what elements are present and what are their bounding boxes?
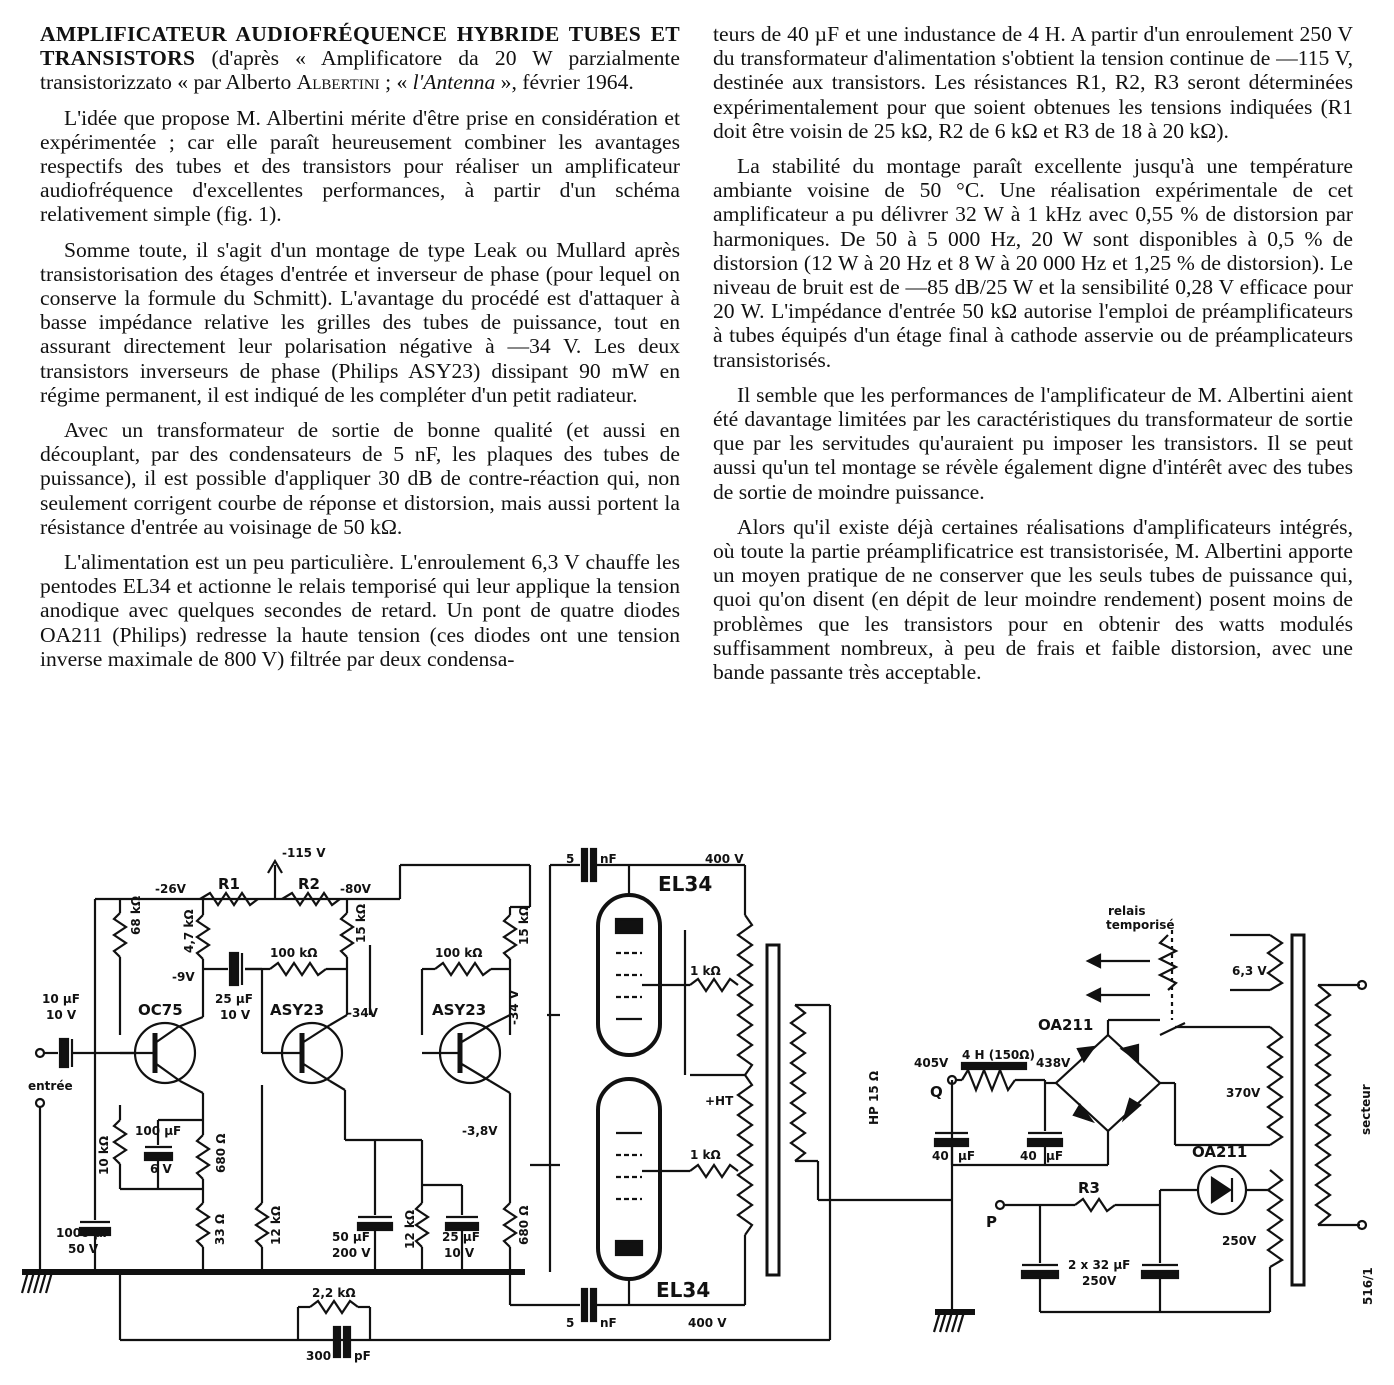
schematic-labels: [28, 846, 1375, 1363]
label-v80: -80V: [340, 882, 371, 896]
text-column-left: [40, 22, 680, 682]
label-uf-b: µF: [1046, 1149, 1064, 1163]
label-c40-b: 40: [1020, 1149, 1037, 1163]
label-q: Q: [930, 1083, 943, 1101]
label-c10uf: 10 µF: [42, 992, 80, 1006]
label-c100uf: 100 µF: [135, 1124, 182, 1138]
label-r12k-b: 12 kΩ: [403, 1209, 417, 1249]
label-400v-top: 400 V: [705, 852, 744, 866]
label-asy23-b: ASY23: [432, 1001, 487, 1019]
label-r15k-a: 15 kΩ: [354, 903, 368, 943]
label-c200v: 200 V: [332, 1246, 371, 1260]
source-author: Albertini: [296, 70, 380, 95]
label-v6-3: 6,3 V: [1232, 964, 1267, 978]
label-hp: HP 15 Ω: [867, 1070, 881, 1125]
label-c10v: 10 V: [46, 1008, 77, 1022]
label-r68k: 68 kΩ: [129, 895, 143, 935]
label-c6v: 6 V: [150, 1162, 172, 1176]
label-v250: 250V: [1222, 1234, 1257, 1248]
label-r33: 33 Ω: [213, 1213, 227, 1245]
paragraph-4-end: teurs de 40 µF et une industance de 4 H. A partir d'un enroulement 250 V du transformateur d'alimentation s'obtient la tension continue de —115 V, destinée aux transistors. Les résistances R1, R2, R3 seront déterminées expérimentalement pour que soient obtenues les tensions indiquées (R1 doit être voisin de 25 kΩ, R2 de 6 kΩ et R3 de 18 à 20 kΩ).: [713, 22, 1353, 143]
label-c250v: 250V: [1082, 1274, 1117, 1288]
source-sep: ; «: [379, 70, 413, 95]
text-column-right: [713, 22, 1353, 695]
label-r12k-a: 12 kΩ: [269, 1205, 283, 1245]
label-entree: entrée: [28, 1079, 73, 1093]
label-supply: -115 V: [282, 846, 326, 860]
label-r2: R2: [298, 875, 320, 893]
label-c50uf: 50 µF: [332, 1230, 370, 1244]
label-c1000uf: 1000 µF: [56, 1226, 111, 1240]
label-r15k-b: 15 kΩ: [517, 905, 531, 945]
label-pf: pF: [354, 1349, 371, 1363]
article-header: [40, 22, 680, 95]
label-r2k2: 2,2 kΩ: [312, 1286, 356, 1300]
label-el34-bottom: EL34: [656, 1278, 711, 1302]
label-r1k-top: 1 kΩ: [690, 964, 721, 978]
label-oa211-bottom: OA211: [1192, 1143, 1248, 1161]
source-journal: l'Antenna: [412, 70, 496, 95]
paragraph-2: Somme toute, il s'agit d'un montage de type Leak ou Mullard après transistorisation des étages d'entrée et inverseur de phase (pour lequel on conserve la formule du Schmitt). L'avantage du procédé est d'attaquer à basse impédance relative les grilles des tubes de puissance, tout en assurant directement leur polarisation négative à —34 V. Les deux transistors inverseurs de phase (Philips ASY23) dissipant 90 mW en régime permanent, il est indiqué de les compléter d'un petit radiateur.: [40, 237, 680, 407]
label-v26: -26V: [155, 882, 186, 896]
label-r10k: 10 kΩ: [97, 1135, 111, 1175]
article-title: AMPLIFICATEUR AUDIOFRÉQUENCE HYBRIDE TUBES ET TRANSISTORS: [40, 22, 680, 71]
paragraph-4-start: L'alimentation est un peu particulière. L'enroulement 6,3 V chauffe les pentodes EL34 et actionne le relais temporisé qui leur applique la tension anodique avec quelques secondes de retard. Un pont de quatre diodes OA211 (Philips) redresse la haute tension (ces diodes ont une tension inverse maximale de 800 V) filtrée par deux condensa-: [40, 550, 680, 671]
label-r1: R1: [218, 875, 240, 893]
source-intro: (d'après « Amplificatore da 20 W parzialmente transistorizzato « par Alberto: [40, 46, 680, 95]
label-relais: relais: [1108, 904, 1146, 918]
label-choke: 4 H (150Ω): [962, 1048, 1035, 1062]
paragraph-7: Alors qu'il existe déjà certaines réalisations d'amplificateurs intégrés, où toute la partie préamplificatrice est transistorisée, M. Albertini apporte un moyen pratique de ne conserver que les seuls tubes de puissance qui, quoi qu'on disent (en dépit de leur moindre rendement) posent moins de problèmes que les transistors pour en obtenir des watts modulés suffisamment nombreux, à peu de frais et faible distorsion, avec une bande passante très acceptable.: [713, 514, 1353, 685]
label-oa211-top: OA211: [1038, 1016, 1094, 1034]
label-uf-a: µF: [958, 1149, 976, 1163]
label-v34-vert: -34 V: [507, 989, 521, 1025]
label-400v-bottom: 400 V: [688, 1316, 727, 1330]
label-c25-10v: 10 V: [220, 1008, 251, 1022]
label-v370: 370V: [1226, 1086, 1261, 1100]
label-v9: -9V: [172, 970, 195, 984]
label-r680-b: 680 Ω: [517, 1205, 531, 1245]
label-c25-10v-b: 10 V: [444, 1246, 475, 1260]
paragraph-6: Il semble que les performances de l'amplificateur de M. Albertini aient été davantage limitées par les caractéristiques du transformateur de sortie que par les servitudes qu'auraient pu imposer les transistors. Il se peut aussi qu'un tel montage se révèle également digne d'intérêt avec des tubes de sortie de moindre puissance.: [713, 382, 1353, 504]
label-c25uf-b: 25 µF: [442, 1230, 480, 1244]
label-asy23-a: ASY23: [270, 1001, 325, 1019]
label-r4k7: 4,7 kΩ: [182, 909, 196, 953]
label-c5-bottom: 5: [566, 1316, 575, 1330]
source-date: », février 1964.: [495, 70, 634, 95]
label-p: P: [986, 1213, 997, 1231]
label-r100k-b: 100 kΩ: [435, 946, 483, 960]
label-r680: 680 Ω: [214, 1133, 228, 1173]
label-nf-top: nF: [600, 852, 617, 866]
paragraph-1: L'idée que propose M. Albertini mérite d'être prise en considération et expérimentée ; car elle paraît heureusement combiner les avantages respectifs des tubes et des transistors pour réaliser un amplificateur audiofréquence d'excellentes performances, à partir d'un schéma relativement simple (fig. 1).: [40, 105, 680, 227]
amplifier-schematic: [0, 835, 1394, 1385]
paragraph-3: Avec un transformateur de sortie de bonne qualité (et aussi en découplant, par des condensateurs de 5 nF, les plaques des tubes de puissance), il est possible d'appliquer 30 dB de contre-réaction qui, non seulement corrigent courbe de réponse et distorsion, mais aussi portent la résistance d'entrée au voisinage de 50 kΩ.: [40, 418, 680, 539]
label-c5-top: 5: [566, 852, 575, 866]
paragraph-5: La stabilité du montage paraît excellente jusqu'à une température ambiante voisine de 50 °C. Une réalisation expérimentale de cet amplificateur a pu délivrer 32 W à 1 kHz avec 0,55 % de distorsion par harmoniques. De 50 à 5 000 Hz, 20 W sont disponibles à 0,5 % de distorsion (12 W à 20 Hz et 8 W à 20 000 Hz et 1,25 % de distorsion). Le niveau de bruit est de —85 dB/25 W et la sensibilité 0,28 V efficace pour 20 W. L'impédance d'entrée 50 kΩ autorise l'emploi de préamplificateurs à tubes équipés d'un étage final à cathode asservie ou de préamplicateurs transistorisés.: [713, 154, 1353, 372]
label-temporise: temporisé: [1106, 918, 1175, 932]
label-nf-bottom: nF: [600, 1316, 617, 1330]
label-oc75: OC75: [138, 1001, 183, 1019]
label-c2x32: 2 x 32 µF: [1068, 1258, 1131, 1272]
label-v34: -34V: [347, 1006, 378, 1020]
label-ref: 516/1: [1361, 1267, 1375, 1305]
label-r3: R3: [1078, 1179, 1100, 1197]
label-r100k-a: 100 kΩ: [270, 946, 318, 960]
label-v438: 438V: [1036, 1056, 1071, 1070]
label-v405: 405V: [914, 1056, 949, 1070]
label-secteur: secteur: [1359, 1084, 1373, 1135]
label-r1k-bottom: 1 kΩ: [690, 1148, 721, 1162]
label-c25uf: 25 µF: [215, 992, 253, 1006]
label-c300: 300: [306, 1349, 332, 1363]
label-el34-top: EL34: [658, 872, 713, 896]
label-v3-8: -3,8V: [462, 1124, 498, 1138]
label-ht: +HT: [705, 1094, 734, 1108]
label-c50v: 50 V: [68, 1242, 99, 1256]
label-c40-a: 40: [932, 1149, 949, 1163]
